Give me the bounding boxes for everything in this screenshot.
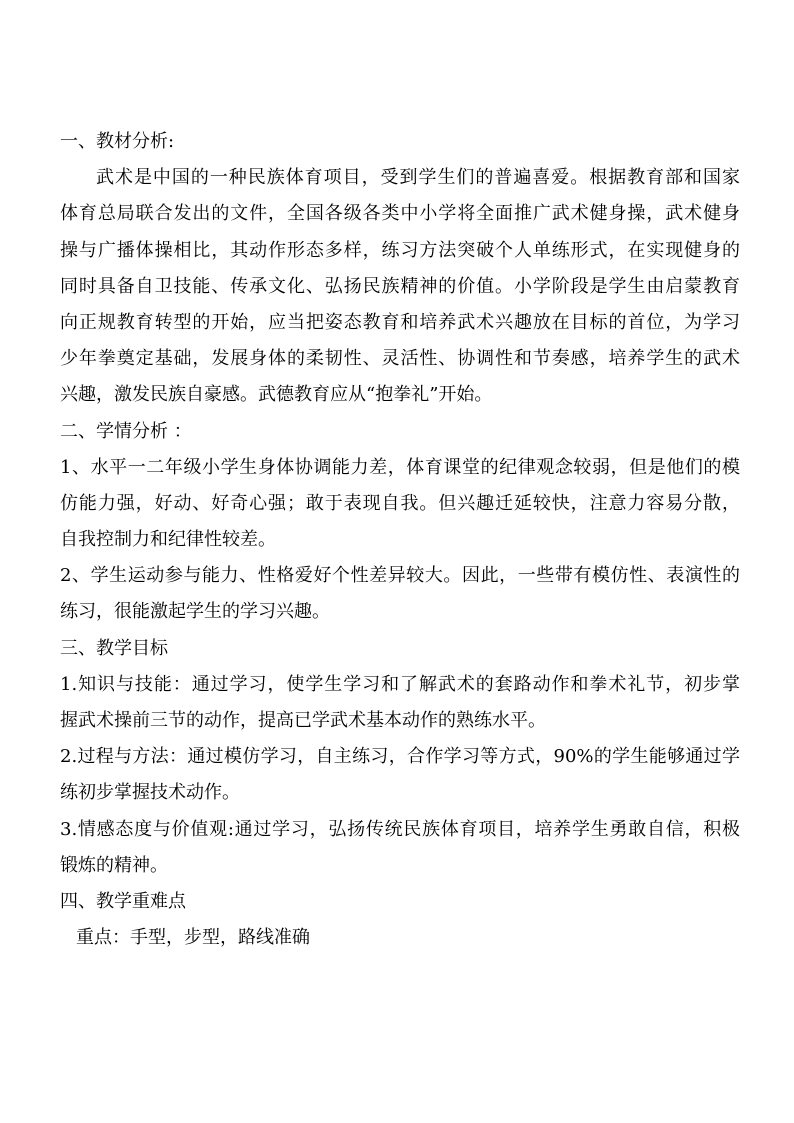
list-item-student-analysis-2 xyxy=(60,558,740,630)
paragraph-line: 3.情感态度与价值观:通过学习，弘扬传统民族体育项目，培养学生勇敢自信，积极 xyxy=(60,818,740,840)
key-point-line: 重点：手型，步型，路线准确 xyxy=(76,927,310,949)
section-heading-key-points: 四、教学重难点 xyxy=(60,890,186,912)
paragraph-line: 少年拳奠定基础，发展身体的柔韧性、灵活性、协调性和节奏感，培养学生的武术 xyxy=(60,348,740,370)
paragraph-line: 1、水平一二年级小学生身体协调能力差，体育课堂的纪律观念较弱，但是他们的模 xyxy=(60,456,740,478)
list-item-student-analysis-1 xyxy=(60,450,740,559)
paragraph-line: 操与广播体操相比，其动作形态多样，练习方法突破个人单练形式，在实现健身的 xyxy=(60,239,740,261)
document-page xyxy=(60,124,740,956)
section-heading-student-analysis: 二、学情分析 ： xyxy=(60,420,192,442)
paragraph-line: 自我控制力和纪律性较差。 xyxy=(60,529,276,551)
paragraph-line: 向正规教育转型的开始，应当把姿态教育和培养武术兴趣放在目标的首位，为学习 xyxy=(60,311,740,333)
paragraph-line: 2、学生运动参与能力、性格爱好个性差异较大。因此，一些带有模仿性、表演性的 xyxy=(60,565,740,587)
list-item-goal-knowledge xyxy=(60,667,740,739)
paragraph-line: 体育总局联合发出的文件，全国各级各类中小学将全面推广武术健身操，武术健身 xyxy=(60,203,740,225)
paragraph-line: 1.知识与技能：通过学习，使学生学习和了解武术的套路动作和拳术礼节，初步掌 xyxy=(60,673,740,695)
paragraph-line: 同时具备自卫技能、传承文化、弘扬民族精神的价值。小学阶段是学生由启蒙教育 xyxy=(60,275,740,297)
paragraph-line: 锻炼的精神。 xyxy=(60,854,168,876)
section-heading-teaching-goals: 三、教学目标 xyxy=(60,637,168,659)
section-heading-textbook-analysis: 一、教材分析: xyxy=(60,131,175,152)
paragraph-line: 练初步掌握技术动作。 xyxy=(60,782,240,804)
list-item-goal-emotion xyxy=(60,812,740,884)
paragraph-line: 2.过程与方法：通过模仿学习，自主练习，合作学习等方式，90%的学生能够通过学 xyxy=(60,746,740,768)
paragraph-textbook-analysis xyxy=(60,160,740,413)
list-item-goal-process xyxy=(60,739,740,811)
paragraph-line: 武术是中国的一种民族体育项目，受到学生们的普遍喜爱。根据教育部和国家 xyxy=(96,167,740,189)
paragraph-line: 握武术操前三节的动作，提高已学武术基本动作的熟练水平。 xyxy=(60,710,546,731)
paragraph-line: 兴趣，激发民族自豪感。武德教育应从“抱拳礼”开始。 xyxy=(60,384,493,406)
paragraph-line: 练习，很能激起学生的学习兴趣。 xyxy=(60,601,330,623)
paragraph-line: 仿能力强，好动、好奇心强；敢于表现自我。但兴趣迁延较快，注意力容易分散， xyxy=(60,492,740,514)
